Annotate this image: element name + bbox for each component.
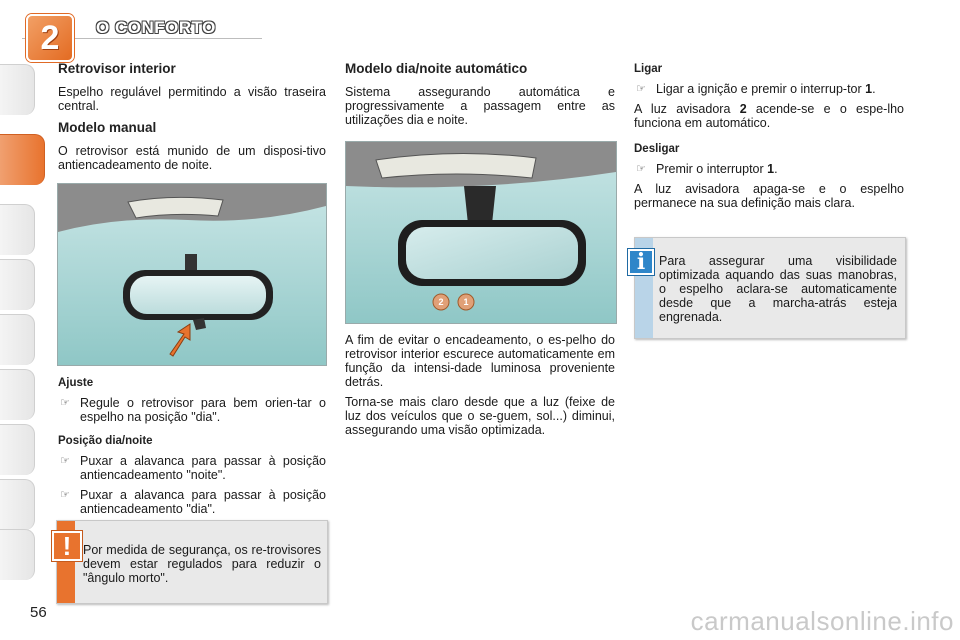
list-item: ☞ Puxar a alavanca para passar à posição antiencadeamento "dia". — [60, 488, 326, 516]
callout-1: 1 — [463, 297, 469, 307]
chapter-badge: 2 — [26, 14, 74, 62]
pointing-hand-icon: ☞ — [60, 455, 70, 467]
warning-text: Por medida de segurança, os re-trovisores devem estar regulados para reduzir o "ângulo morto". — [83, 543, 321, 585]
info-text: Para assegurar uma visibilidade optimizada aquando das suas manobras, o espelho aclara-se automaticamente desde que a marcha-atrás esteja engrenada. — [659, 254, 897, 324]
list-item: ☞ Puxar a alavanca para passar à posição antiencadeamento "noite". — [60, 454, 326, 482]
section-title-retrovisor: Retrovisor interior — [58, 61, 176, 76]
intro-text: Espelho regulável permitindo a visão traseira central. — [58, 85, 326, 113]
section-title-automatico: Modelo dia/noite automático — [345, 61, 528, 76]
pointing-hand-icon: ☞ — [636, 163, 646, 175]
manual-mirror-photo — [57, 183, 327, 366]
list-item: ☞ Regule o retrovisor para bem orien-tar o espelho na posição "dia". — [60, 396, 326, 424]
info-box — [634, 237, 906, 339]
chapter-tab[interactable] — [0, 479, 35, 530]
list-item: ☞ Ligar a ignição e premir o interrup-tor 1. — [636, 82, 876, 96]
desligar-title: Desligar — [634, 143, 680, 155]
automatico-para2: Torna-se mais claro desde que a luz (feixe de luz dos veículos que o se-guem, sol...) diminui, assegurando uma visão optimizada. — [345, 395, 615, 437]
left-lower-column — [58, 376, 326, 522]
auto-mirror-photo — [345, 141, 617, 324]
automatico-para1: A fim de evitar o encadeamento, o es-pelho do retrovisor interior escurece automaticamente em função da intensi-dade luminosa proveniente detrás. — [345, 333, 615, 389]
chapter-tab[interactable] — [0, 204, 35, 255]
luz-avisadora-text: A luz avisadora 2 acende-se e o espe-lho funciona em automático. — [634, 102, 905, 130]
chapter-tabs — [0, 64, 50, 579]
middle-column — [345, 62, 615, 133]
ajuste-title: Ajuste — [58, 377, 94, 389]
posicao-title: Posição dia/noite — [58, 435, 153, 447]
pointing-hand-icon: ☞ — [60, 489, 70, 501]
chapter-tab[interactable] — [0, 529, 35, 580]
section-title-manual: Modelo manual — [58, 120, 157, 135]
ligar-title: Ligar — [634, 63, 663, 75]
watermark: carmanualsonline.info — [690, 606, 954, 636]
desligar-text: A luz avisadora apaga-se e o espelho permanece na sua definição mais clara. — [634, 182, 904, 210]
warning-box — [56, 520, 328, 604]
automatico-intro: Sistema assegurando automática e progressivamente a passagem entre as utilizações dia e noite. — [345, 85, 615, 127]
page-number: 56 — [30, 604, 47, 621]
exclamation-icon: ! — [52, 531, 82, 561]
left-column — [58, 62, 326, 178]
pointing-hand-icon: ☞ — [636, 83, 646, 95]
chapter-tab[interactable] — [0, 314, 35, 365]
chapter-title: O CONFORTO — [96, 18, 216, 37]
info-icon: i — [628, 249, 654, 275]
chapter-tab[interactable] — [0, 64, 35, 115]
list-item: ☞ Premir o interruptor 1. — [636, 162, 778, 176]
pointing-hand-icon: ☞ — [60, 397, 70, 409]
chapter-tab-active[interactable] — [0, 134, 45, 185]
right-column — [634, 62, 904, 216]
chapter-tab[interactable] — [0, 259, 35, 310]
chapter-tab[interactable] — [0, 424, 35, 475]
callout-2: 2 — [438, 297, 444, 307]
middle-lower-column — [345, 333, 615, 443]
manual-text: O retrovisor está munido de um disposi-tivo antiencadeamento de noite. — [58, 144, 326, 172]
chapter-tab[interactable] — [0, 369, 35, 420]
